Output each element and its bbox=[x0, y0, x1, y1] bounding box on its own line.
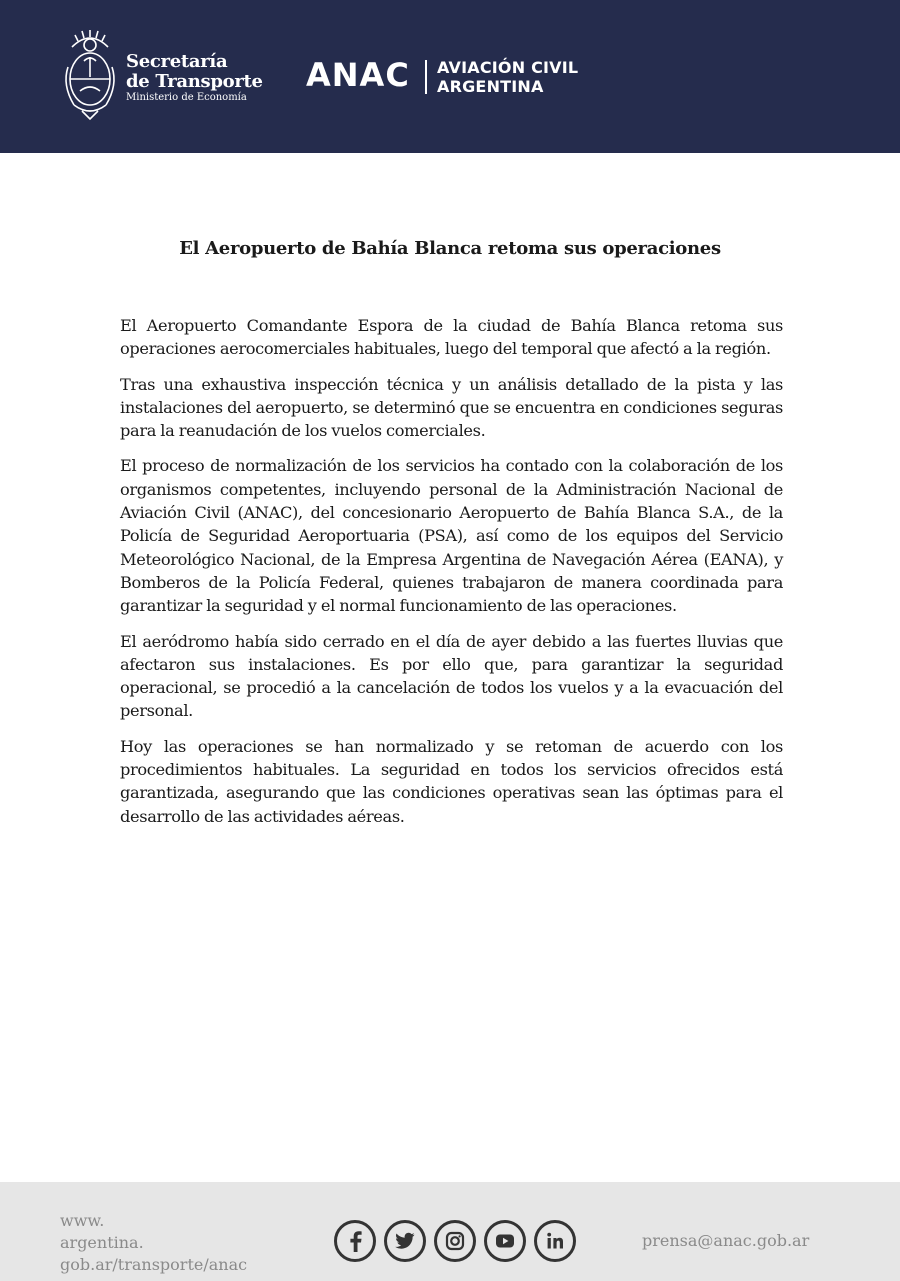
secretaria-line2: de Transporte bbox=[126, 71, 263, 92]
twitter-icon[interactable] bbox=[384, 1220, 426, 1262]
facebook-icon[interactable] bbox=[334, 1220, 376, 1262]
ministerio-line: Ministerio de Economía bbox=[126, 92, 247, 103]
article-body bbox=[120, 314, 783, 840]
youtube-icon[interactable] bbox=[484, 1220, 526, 1262]
website-line1: www. bbox=[60, 1211, 105, 1230]
paragraph: El proceso de normalización de los servicios ha contado con la colaboración de los organismos competentes, incluyendo personal de la Administración Nacional de Aviación Civil (ANAC), del concesionario Aeropuerto de Bahía Blanca S.A., de la Policía de Seguridad Aeroportuaria (PSA), así como de los equipos del Servicio Meteorológico Nacional, de la Empresa Argentina de Navegación Aérea (EANA), y Bomberos de la Policía Federal, quienes trabajaron de manera coordinada para garantizar la seguridad y el normal funcionamiento de las operaciones. bbox=[120, 456, 783, 616]
website-line3: gob.ar/transporte/anac bbox=[60, 1255, 248, 1274]
logo-divider bbox=[425, 60, 427, 94]
secretaria-line1: Secretaría bbox=[126, 51, 228, 72]
argentina-seal-logo bbox=[60, 27, 120, 121]
aviacion-line1: AVIACIÓN CIVIL bbox=[437, 58, 579, 77]
paragraph: El aeródromo había sido cerrado en el día de ayer debido a las fuertes lluvias que afectaron sus instalaciones. Es por ello que, para garantizar la seguridad operacional, se procedió a la cancelación de todos los vuelos y a la evacuación del personal. bbox=[120, 631, 783, 721]
paragraph: Hoy las operaciones se han normalizado y se retoman de acuerdo con los procedimientos habituales. La seguridad en todos los servicios ofrecidos está garantizada, asegurando que las condiciones operativas sean las óptimas para el desarrollo de las actividades aéreas. bbox=[120, 736, 783, 826]
footer bbox=[0, 1182, 900, 1281]
email-link[interactable]: prensa@anac.gob.ar bbox=[642, 1231, 810, 1250]
aviacion-civil-wordmark bbox=[437, 58, 578, 96]
website-line2: argentina. bbox=[60, 1233, 144, 1252]
website-link[interactable] bbox=[60, 1210, 247, 1276]
paragraph: Tras una exhaustiva inspección técnica y un análisis detallado de la pista y las instalaciones del aeropuerto, se determinó que se encuentra en condiciones seguras para la reanudación de los vuelos comerciales. bbox=[120, 374, 783, 441]
instagram-icon[interactable] bbox=[434, 1220, 476, 1262]
anac-logo: ANAC bbox=[306, 56, 410, 94]
aviacion-line2: ARGENTINA bbox=[437, 77, 544, 96]
secretaria-wordmark bbox=[126, 52, 263, 105]
article-title: El Aeropuerto de Bahía Blanca retoma sus operaciones bbox=[179, 238, 721, 259]
paragraph: El Aeropuerto Comandante Espora de la ciudad de Bahía Blanca retoma sus operaciones aerocomerciales habituales, luego del temporal que afectó a la región. bbox=[120, 316, 783, 359]
header-banner bbox=[0, 0, 900, 153]
linkedin-icon[interactable] bbox=[534, 1220, 576, 1262]
